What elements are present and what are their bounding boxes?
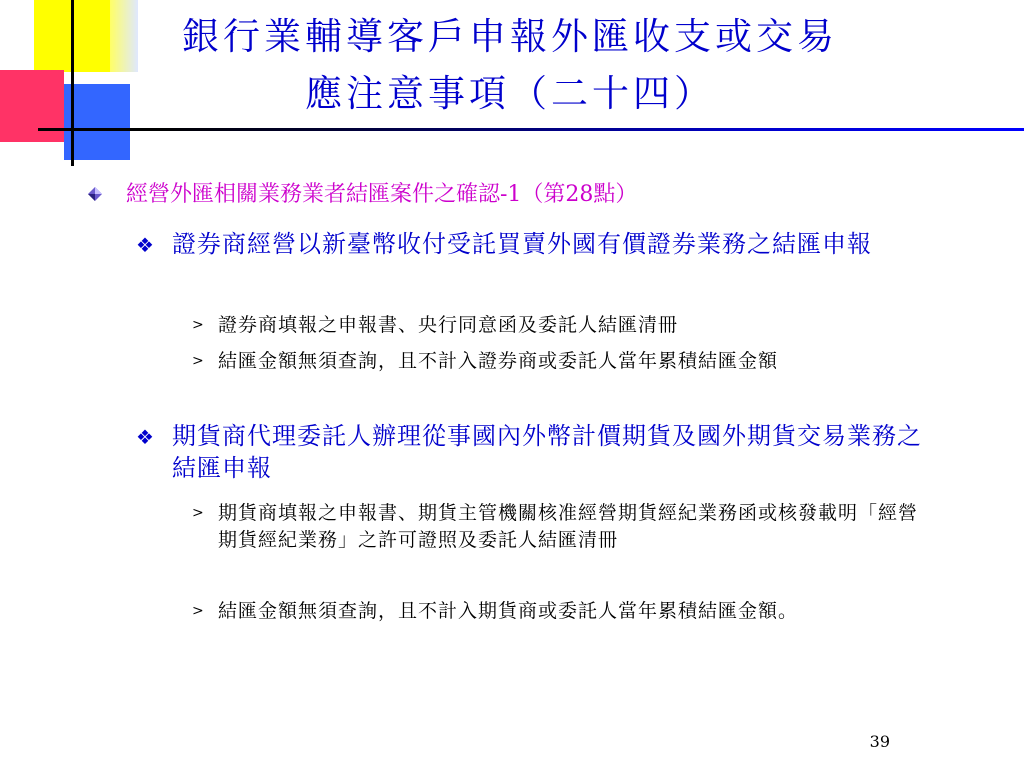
bullet-text: 結匯金額無須查詢，且不計入證券商或委託人當年累積結匯金額 [218, 350, 779, 372]
item-heading-text: 期貨商代理委託人辦理從事國內外幣計價期貨及國外期貨交易業務之結匯申報 [172, 422, 922, 482]
chevron-right-icon: > [192, 353, 205, 369]
chevron-right-icon: > [192, 603, 205, 619]
bullet-text: 結匯金額無須查詢，且不計入期貨商或委託人當年累積結匯金額。 [218, 600, 799, 622]
chevron-right-icon: > [192, 317, 205, 333]
item-heading [136, 420, 926, 484]
bullet-text: 期貨商填報之申報書、期貨主管機關核准經營期貨經紀業務函或核發載明「經營期貨經紀業務」之許可證照及委託人結匯清冊 [218, 502, 919, 551]
decor-red-square [0, 70, 64, 142]
diamond-bullet-icon [88, 187, 102, 201]
item-heading-text: 證券商經營以新臺幣收付受託買賣外國有價證券業務之結匯申報 [172, 230, 872, 258]
decor-horizontal-line [38, 128, 1024, 131]
slide-title-line1: 銀行業輔導客戶申報外匯收支或交易 [182, 15, 838, 58]
four-diamond-bullet-icon: ❖ [136, 233, 155, 257]
four-diamond-bullet-icon: ❖ [136, 425, 155, 449]
slide-title-line2: 應注意事項（二十四） [305, 72, 715, 115]
section-heading-text: 經營外匯相關業務業者結匯案件之確認-1（第28點） [126, 182, 638, 207]
chevron-right-icon: > [192, 505, 205, 521]
item-heading [136, 228, 926, 292]
page-number: 39 [869, 732, 890, 751]
decor-vertical-line [71, 0, 74, 166]
bullet-text: 證券商填報之申報書、央行同意函及委託人結匯清冊 [218, 314, 679, 336]
slide-title [100, 8, 920, 122]
